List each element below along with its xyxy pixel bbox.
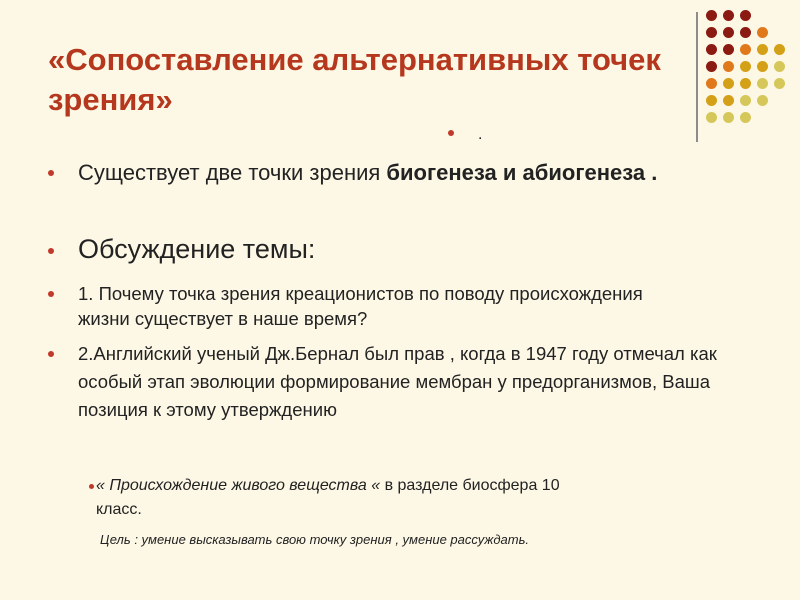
- goal-text: Цель : умение высказывать свою точку зрения , умение рассуждать.: [100, 532, 530, 547]
- decorative-dot: [740, 44, 751, 55]
- decorative-dot: [706, 95, 717, 106]
- bullet-text-3: 1. Почему точка зрения креационистов по поводу происхождения жизни существует в наше время?: [78, 283, 643, 329]
- decorative-dot: [757, 95, 768, 106]
- decorative-dot: [706, 44, 717, 55]
- decorative-dot: [723, 95, 734, 106]
- bullet-text-1-bold: биогенеза и абиогенеза .: [386, 160, 658, 185]
- bullet-text-5: [96, 474, 576, 522]
- bullet-dot-3: [48, 291, 54, 297]
- decorative-dot: [723, 61, 734, 72]
- decorative-dot: [723, 44, 734, 55]
- decorative-dot: [706, 78, 717, 89]
- bullet-text-5-italic: « Происхождение живого вещества «: [96, 477, 385, 494]
- decorative-dot: [774, 44, 785, 55]
- slide-title: «Сопоставление альтернативных точек зрения»: [48, 42, 661, 117]
- bullet-dot-1: [48, 170, 54, 176]
- decorative-dot: [723, 78, 734, 89]
- decorative-dot: [706, 27, 717, 38]
- decorative-dot-grid: [706, 10, 786, 134]
- decorative-dot: [723, 10, 734, 21]
- bullet-text-2: Обсуждение темы:: [78, 234, 316, 264]
- decorative-dot: [723, 112, 734, 123]
- bullet-dot-4: [48, 351, 54, 357]
- decorative-dot: [706, 112, 717, 123]
- vertical-divider: [696, 12, 698, 142]
- bullet-text-4: 2.Английский ученый Дж.Бернал был прав , когда в 1947 году отмечал как особый этап эволюции формирование мембран у предорганизмов, Ваша позиция к этому утверждению: [78, 343, 717, 420]
- decorative-dot: [774, 78, 785, 89]
- decorative-dot: [740, 27, 751, 38]
- decorative-dot: [740, 10, 751, 21]
- bullet-dot-2: [48, 248, 54, 254]
- decorative-dot: [757, 78, 768, 89]
- decorative-dot: [706, 10, 717, 21]
- decorative-dot: [740, 61, 751, 72]
- subtitle-bullet-dot: [448, 130, 454, 136]
- decorative-dot: [757, 44, 768, 55]
- bullet-text-1-normal: Существует две точки зрения: [78, 160, 387, 185]
- decorative-dot: [723, 27, 734, 38]
- bullet-dot-5: [89, 484, 94, 489]
- decorative-dot: [740, 95, 751, 106]
- decorative-dot: [706, 61, 717, 72]
- bullet-text-5-normal: в разделе биосфера 10 класс.: [96, 477, 560, 518]
- decorative-dot: [740, 112, 751, 123]
- decorative-dot: [774, 61, 785, 72]
- decorative-dot: [740, 78, 751, 89]
- bullet-text-1: [78, 156, 678, 190]
- decorative-dot: [757, 61, 768, 72]
- decorative-dot: [757, 27, 768, 38]
- subtitle-placeholder: .: [478, 126, 483, 143]
